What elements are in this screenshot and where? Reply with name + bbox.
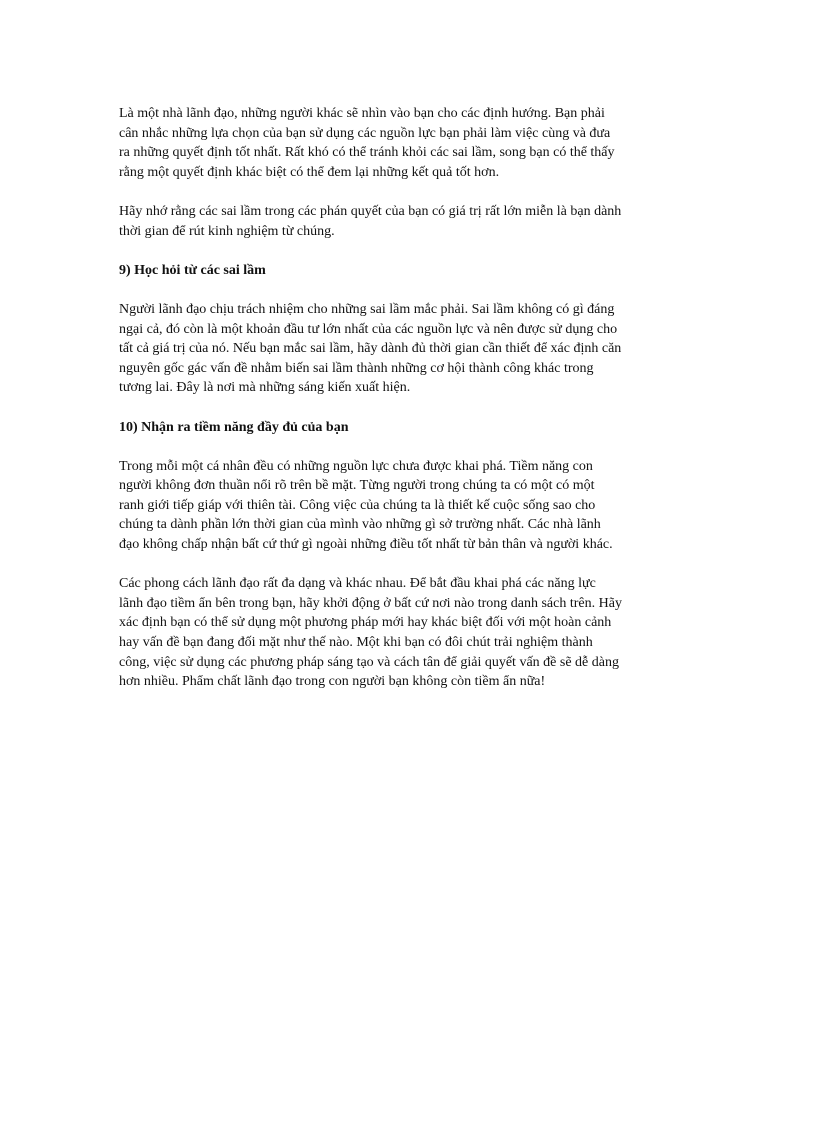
text-line: cân nhắc những lựa chọn của bạn sử dụng các nguồn lực bạn phải làm việc cùng và đưa xyxy=(119,125,611,141)
paragraph-gap xyxy=(119,555,699,575)
text-line: đạo không chấp nhận bất cứ thứ gì ngoài những điều tốt nhất từ bản thân và người khác. xyxy=(119,537,613,553)
paragraph-decisions xyxy=(119,104,699,182)
paragraph-mistakes-value xyxy=(119,202,699,241)
paragraph-potential xyxy=(119,457,699,555)
text-line: tương lai. Đây là nơi mà những sáng kiến xuất hiện. xyxy=(119,380,411,396)
text-line: chúng ta dành phần lớn thời gian của mình vào những gì sở trường nhất. Các nhà lãnh xyxy=(119,517,601,533)
text-line: rằng một quyết định khác biệt có thể đem lại những kết quả tốt hơn. xyxy=(119,164,500,180)
text-line: hay vấn đề bạn đang đối mặt như thế nào. Một khi bạn có đôi chút trải nghiệm thành xyxy=(119,635,593,651)
text-line: người không đơn thuần nổi rõ trên bề mặt. Từng người trong chúng ta có một có một xyxy=(119,478,595,494)
text-line: xác định bạn có thể sử dụng một phương pháp mới hay khác biệt đối với một hoàn cảnh xyxy=(119,615,612,631)
text-line: ranh giới tiếp giáp với thiên tài. Công việc của chúng ta là thiết kế cuộc sống sao cho xyxy=(119,497,596,513)
section-heading-10: 10) Nhận ra tiềm năng đầy đủ của bạn xyxy=(119,419,349,435)
text-line: Hãy nhớ rằng các sai lầm trong các phán quyết của bạn có giá trị rất lớn miễn là bạn dành xyxy=(119,203,622,219)
paragraph-gap xyxy=(119,398,699,418)
text-line: Các phong cách lãnh đạo rất đa dạng và khác nhau. Để bắt đầu khai phá các năng lực xyxy=(119,576,596,592)
paragraph-gap xyxy=(119,182,699,202)
section-heading-9: 9) Học hỏi từ các sai lầm xyxy=(119,262,266,278)
document-page xyxy=(119,104,699,692)
text-line: ngại cả, đó còn là một khoản đầu tư lớn nhất của các nguồn lực và nên được sử dụng cho xyxy=(119,321,618,337)
paragraph-gap xyxy=(119,437,699,457)
text-line: lãnh đạo tiềm ẩn bên trong bạn, hãy khởi động ở bất cứ nơi nào trong danh sách trên. Hãy xyxy=(119,595,622,611)
text-line: ra những quyết định tốt nhất. Rất khó có thể tránh khỏi các sai lầm, song bạn có thể thấy xyxy=(119,145,615,161)
text-line: tất cả giá trị của nó. Nếu bạn mắc sai lầm, hãy dành đủ thời gian cần thiết để xác định căn xyxy=(119,341,622,357)
text-line: nguyên gốc gác vấn đề nhằm biến sai lầm thành những cơ hội thành công khác trong xyxy=(119,360,594,376)
paragraph-learn-from-mistakes xyxy=(119,300,699,398)
text-line: Là một nhà lãnh đạo, những người khác sẽ nhìn vào bạn cho các định hướng. Bạn phải xyxy=(119,106,605,121)
text-line: Người lãnh đạo chịu trách nhiệm cho những sai lầm mắc phải. Sai lầm không có gì đáng xyxy=(119,301,615,317)
text-line: công, việc sử dụng các phương pháp sáng tạo và cách tân để giải quyết vấn đề sẽ dễ dàng xyxy=(119,654,619,670)
text-line: thời gian để rút kinh nghiệm từ chúng. xyxy=(119,223,335,239)
text-line: hơn nhiều. Phẩm chất lãnh đạo trong con người bạn không còn tiềm ẩn nữa! xyxy=(119,674,546,690)
paragraph-gap xyxy=(119,241,699,261)
text-line: Trong mỗi một cá nhân đều có những nguồn lực chưa được khai phá. Tiềm năng con xyxy=(119,458,593,474)
paragraph-leadership-styles xyxy=(119,574,699,692)
paragraph-gap xyxy=(119,280,699,300)
